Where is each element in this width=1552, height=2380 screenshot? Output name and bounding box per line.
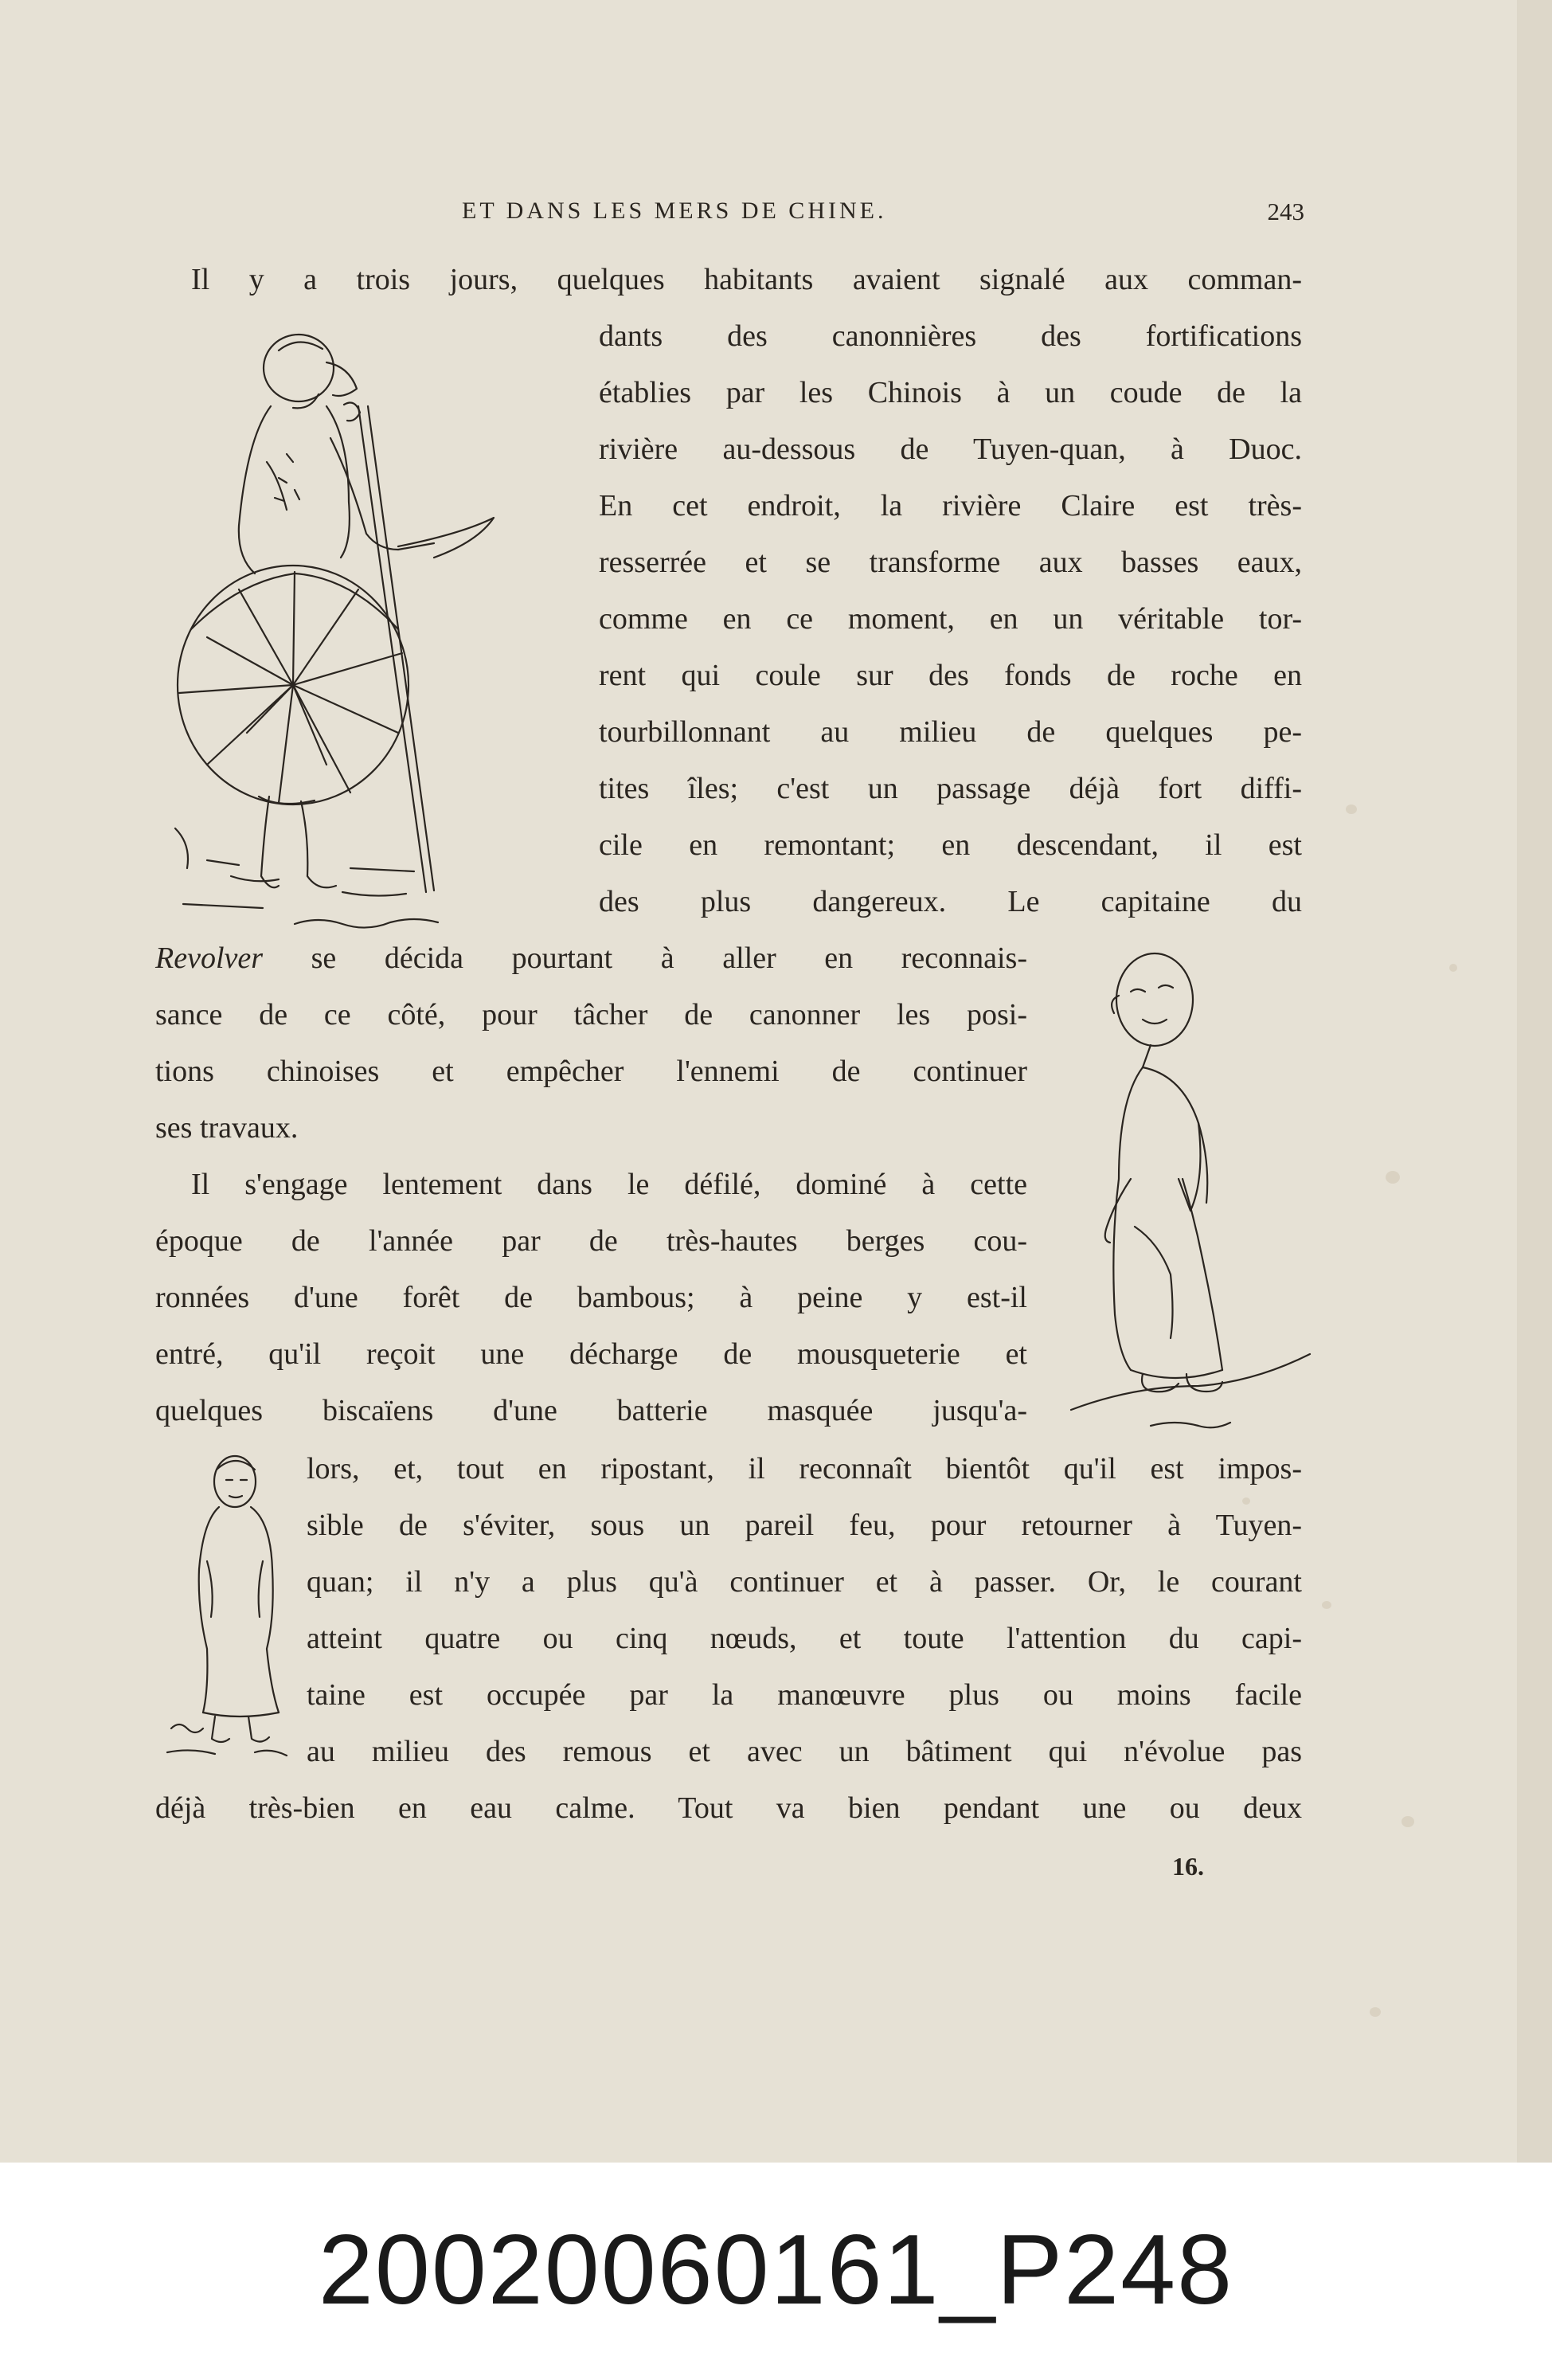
text-line: sance de ce côté, pour tâcher de canonner les posi- bbox=[155, 998, 1027, 1031]
text-line: rent qui coule sur des fonds de roche en bbox=[599, 659, 1302, 692]
text-line: entré, qu'il reçoit une décharge de mousqueterie et bbox=[155, 1337, 1027, 1371]
text-line: taine est occupée par la manœuvre plus ou moins facile bbox=[307, 1678, 1302, 1712]
foxing-spot bbox=[1370, 2007, 1381, 2017]
signature-mark: 16. bbox=[1172, 1852, 1204, 1881]
text-line: tions chinoises et empêcher l'ennemi de continuer bbox=[155, 1055, 1027, 1088]
foxing-spot bbox=[1401, 1816, 1414, 1827]
ship-name: Revolver bbox=[155, 941, 264, 975]
text-line: tourbillonnant au milieu de quelques pe- bbox=[599, 715, 1302, 749]
text-line: Il y a trois jours, quelques habitants avaient signalé aux comman- bbox=[191, 263, 1302, 296]
text-line: resserrée et se transforme aux basses eaux, bbox=[599, 546, 1302, 579]
soldier-with-shield-illustration bbox=[159, 319, 573, 924]
foxing-spot bbox=[1322, 1601, 1331, 1609]
bald-man-illustration bbox=[1055, 940, 1318, 1434]
text-line: établies par les Chinois à un coude de la bbox=[599, 376, 1302, 409]
text-line: lors, et, tout en ripostant, il reconnaît bientôt qu'il est impos- bbox=[307, 1452, 1302, 1486]
text-line: cile en remontant; en descendant, il est bbox=[599, 828, 1302, 862]
text-line: quelques biscaïens d'une batterie masquée jusqu'a- bbox=[155, 1394, 1027, 1427]
text-line: atteint quatre ou cinq nœuds, et toute l'attention du capi- bbox=[307, 1622, 1302, 1655]
foxing-spot bbox=[1386, 1171, 1400, 1184]
text-line: dants des canonnières des fortifications bbox=[599, 319, 1302, 353]
text-line: Il s'engage lentement dans le défilé, dominé à cette bbox=[191, 1168, 1027, 1201]
text-line: sible de s'éviter, sous un pareil feu, pour retourner à Tuyen- bbox=[307, 1509, 1302, 1542]
text-line: rivière au-dessous de Tuyen-quan, à Duoc. bbox=[599, 433, 1302, 466]
text-line: quan; il n'y a plus qu'à continuer et à passer. Or, le courant bbox=[307, 1565, 1302, 1599]
text-line-rest: se décida pourtant à aller en reconnais- bbox=[263, 941, 1027, 975]
text-line: ronnées d'une forêt de bambous; à peine y est-il bbox=[155, 1281, 1027, 1314]
standing-boy-illustration bbox=[159, 1450, 311, 1768]
page-number: 243 bbox=[1267, 198, 1304, 225]
running-head: ET DANS LES MERS DE CHINE. bbox=[462, 198, 887, 224]
text-line: déjà très-bien en eau calme. Tout va bien pendant une ou deux bbox=[155, 1791, 1302, 1825]
document-identifier: 20020060161_P248 bbox=[318, 2215, 1234, 2325]
text-line: En cet endroit, la rivière Claire est très- bbox=[599, 489, 1302, 523]
text-line: comme en ce moment, en un véritable tor- bbox=[599, 602, 1302, 636]
text-line bbox=[155, 936, 1027, 981]
foxing-spot bbox=[1346, 804, 1357, 814]
page-edge bbox=[1517, 0, 1552, 2163]
text-line: tites îles; c'est un passage déjà fort diffi- bbox=[599, 772, 1302, 805]
text-line: au milieu des remous et avec un bâtiment qui n'évolue pas bbox=[307, 1735, 1302, 1768]
text-line: des plus dangereux. Le capitaine du bbox=[599, 885, 1302, 918]
text-line: époque de l'année par de très-hautes berges cou- bbox=[155, 1224, 1027, 1258]
text-line: ses travaux. bbox=[155, 1111, 299, 1145]
foxing-spot bbox=[1449, 964, 1457, 972]
